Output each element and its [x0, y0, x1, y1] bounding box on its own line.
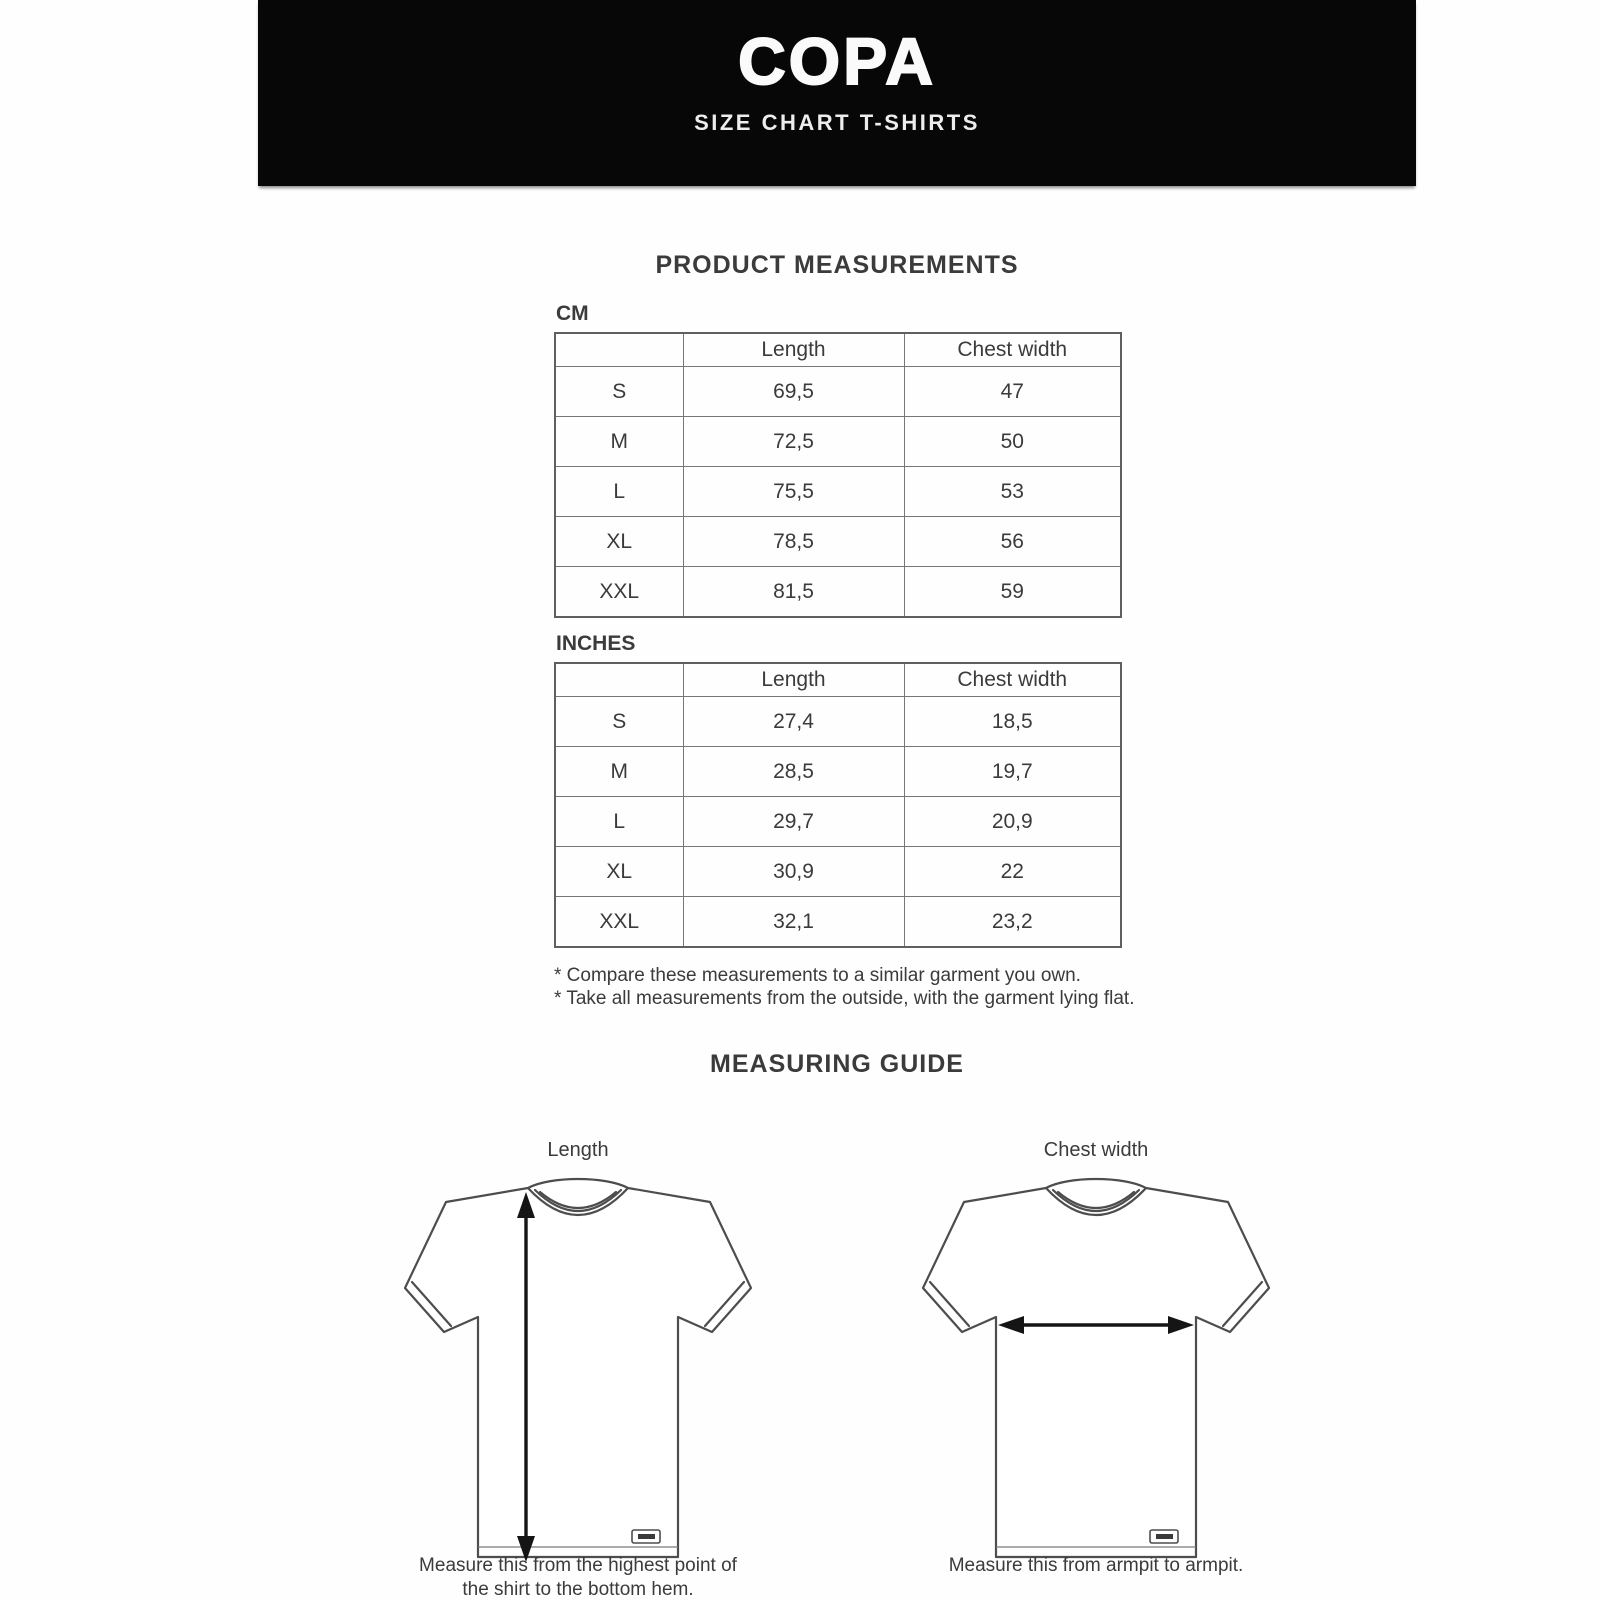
cm-table-block: [554, 302, 1120, 618]
size-cell: L: [555, 797, 683, 847]
length-cell: 30,9: [683, 847, 904, 897]
chest-cell: 47: [904, 367, 1121, 417]
chest-width-figure-caption: Measure this from armpit to armpit.: [948, 1554, 1244, 1576]
size-cell: XL: [555, 517, 683, 567]
measuring-guide-title: MEASURING GUIDE: [710, 1049, 964, 1078]
header-cell-size: [555, 333, 683, 367]
length-figure-caption: Measure this from the highest point of the shirt to the bottom hem.: [419, 1554, 737, 1600]
inches-unit-label: INCHES: [556, 631, 636, 655]
measuring-figures: [258, 1139, 1416, 1602]
length-cell: 75,5: [683, 467, 904, 517]
tshirt-outline: [405, 1179, 751, 1557]
length-cell: 72,5: [683, 417, 904, 467]
length-cell: 78,5: [683, 517, 904, 567]
chest-cell: 23,2: [904, 897, 1121, 947]
header-cell-chest-width: Chest width: [904, 333, 1121, 367]
length-cell: 32,1: [683, 897, 904, 947]
chest-cell: 20,9: [904, 797, 1121, 847]
length-cell: 28,5: [683, 747, 904, 797]
tshirt-outline: [923, 1179, 1269, 1557]
table-row: [555, 417, 1121, 467]
header-cell-length: Length: [683, 663, 904, 697]
table-row: [555, 567, 1121, 617]
length-figure-label: Length: [547, 1138, 609, 1161]
table-row: [555, 517, 1121, 567]
chest-cell: 56: [904, 517, 1121, 567]
length-cell: 29,7: [683, 797, 904, 847]
brand-banner: [258, 0, 1416, 186]
inches-table-block: [554, 632, 1120, 948]
header-cell-chest-width: Chest width: [904, 663, 1121, 697]
tshirt-chest-width-diagram: [916, 1168, 1276, 1568]
size-cell: M: [555, 747, 683, 797]
table-row: [555, 797, 1121, 847]
table-row: [555, 897, 1121, 947]
tshirt-length-diagram: [398, 1168, 758, 1568]
table-row: [555, 467, 1121, 517]
inches-size-table: [554, 662, 1122, 948]
chest-cell: 59: [904, 567, 1121, 617]
chest-cell: 19,7: [904, 747, 1121, 797]
cm-unit-label: CM: [556, 301, 589, 325]
cm-size-table: [554, 332, 1122, 618]
content-column: [258, 207, 1416, 1602]
chest-width-figure: [916, 1139, 1276, 1602]
table-row: [555, 847, 1121, 897]
chest-cell: 53: [904, 467, 1121, 517]
hem-tag-mark: [1156, 1534, 1173, 1539]
length-cell: 27,4: [683, 697, 904, 747]
table-row: [555, 697, 1121, 747]
copa-logo: COPA: [738, 24, 936, 98]
size-cell: M: [555, 417, 683, 467]
size-cell: S: [555, 697, 683, 747]
table-row: [555, 747, 1121, 797]
length-cell: 69,5: [683, 367, 904, 417]
footnotes: [554, 964, 1154, 1010]
table-header-row: [555, 333, 1121, 367]
chest-cell: 22: [904, 847, 1121, 897]
chest-width-figure-label: Chest width: [1043, 1138, 1149, 1161]
size-cell: XXL: [555, 567, 683, 617]
size-cell: S: [555, 367, 683, 417]
product-measurements-title: PRODUCT MEASUREMENTS: [655, 250, 1019, 279]
size-cell: XXL: [555, 897, 683, 947]
table-row: [555, 367, 1121, 417]
table-header-row: [555, 663, 1121, 697]
footnote: * Compare these measurements to a similar garment you own.: [554, 964, 1081, 986]
chest-cell: 50: [904, 417, 1121, 467]
header-cell-size: [555, 663, 683, 697]
hem-tag-mark: [638, 1534, 655, 1539]
size-cell: L: [555, 467, 683, 517]
length-cell: 81,5: [683, 567, 904, 617]
size-cell: XL: [555, 847, 683, 897]
length-figure: [398, 1139, 758, 1602]
header-cell-length: Length: [683, 333, 904, 367]
footnote: * Take all measurements from the outside, with the garment lying flat.: [554, 987, 1135, 1009]
banner-subtitle: SIZE CHART T-SHIRTS: [694, 110, 980, 135]
chest-cell: 18,5: [904, 697, 1121, 747]
